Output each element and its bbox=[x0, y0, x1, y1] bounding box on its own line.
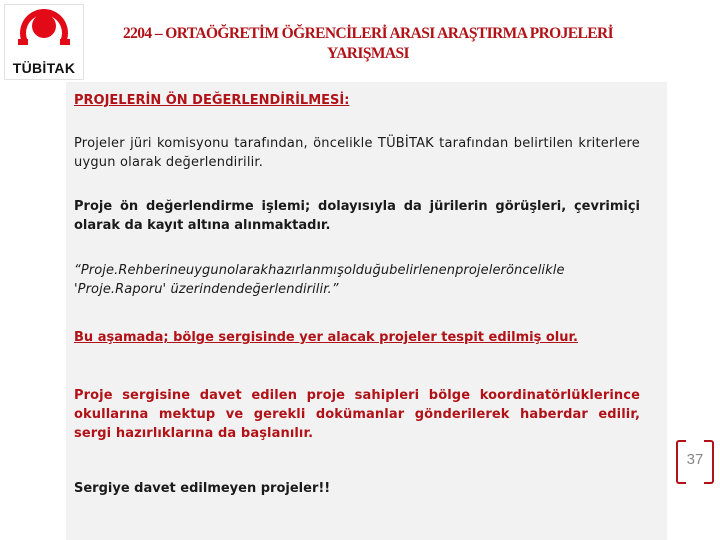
title-line-2: YARIŞMASI bbox=[327, 45, 409, 62]
tubitak-logo bbox=[4, 4, 84, 80]
paragraph-invitation: Proje sergisine davet edilen proje sahipleri bölge koordinatörlüklerince okullarına mektup ve gerekli dokümanlar gönderilerek haberdar edilir, sergi hazırlıklarına da başlanılır. bbox=[74, 388, 640, 441]
tubitak-emblem-icon bbox=[5, 5, 83, 61]
right-bracket bbox=[704, 440, 714, 484]
paragraph-report-quote: “Proje.Rehberineuygunolarakhazırlanmışolduğubelirlenenprojeleröncelikle 'Proje.Raporu' üzerindendeğerlendirilir.” bbox=[74, 263, 565, 297]
page-number: 37 bbox=[686, 451, 704, 468]
slide-title bbox=[88, 24, 648, 64]
title-line-1: 2204 – ORTAÖĞRETİM ÖĞRENCİLERİ ARASI ARAŞTIRMA PROJELERİ bbox=[122, 25, 614, 42]
section-heading: PROJELERİN ÖN DEĞERLENDİRİLMESİ: bbox=[74, 93, 350, 108]
content-panel bbox=[66, 82, 667, 540]
paragraph-exhibition-selection: Bu aşamada; bölge sergisinde yer alacak projeler tespit edilmiş olur. bbox=[74, 330, 578, 345]
page-number-badge bbox=[676, 440, 714, 482]
logo-text: TÜBİTAK bbox=[12, 60, 76, 76]
paragraph-evaluation-criteria: Projeler jüri komisyonu tarafından, öncelikle TÜBİTAK tarafından belirtilen kriterlere uygun olarak değerlendirilir. bbox=[74, 136, 640, 170]
paragraph-online-recording: Proje ön değerlendirme işlemi; dolayısıyla da jürilerin görüşleri, çevrimiçi olarak da kayıt altına alınmaktadır. bbox=[74, 199, 640, 233]
paragraph-not-invited: Sergiye davet edilmeyen projeler!! bbox=[74, 481, 331, 496]
